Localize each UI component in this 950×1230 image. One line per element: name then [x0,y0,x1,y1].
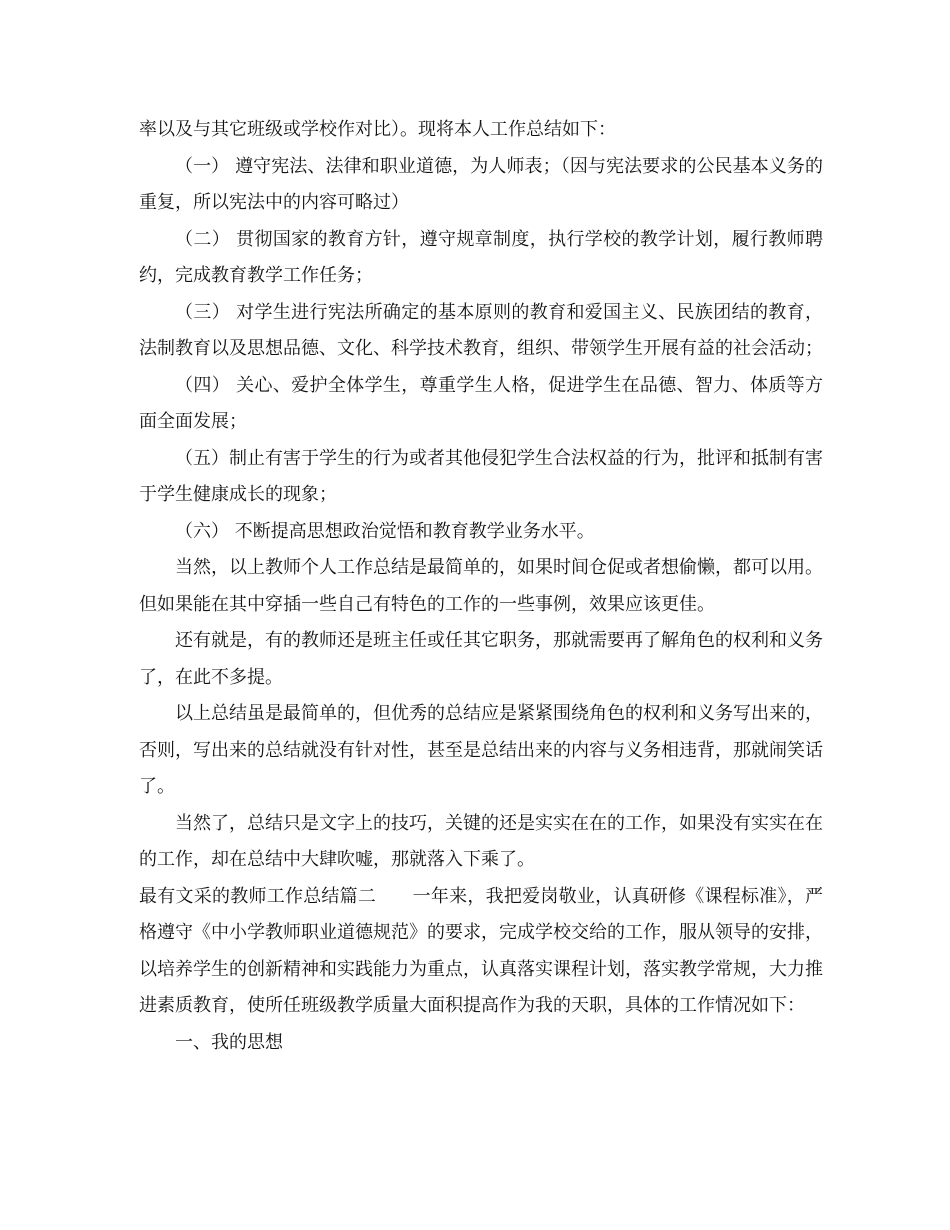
paragraph-6: （五）制止有害于学生的行为或者其他侵犯学生合法权益的行为，批评和抵制有害于学生健康成长的现象； [139,447,823,505]
subsection-heading: 一、我的思想 [175,1031,283,1053]
paragraph-8: 当然，以上教师个人工作总结是最简单的，如果时间仓促或者想偷懒，都可以用。但如果能在其中穿插一些自己有特色的工作的一些事例，效果应该更佳。 [139,557,823,615]
paragraph-2: （一） 遵守宪法、法律和职业道德，为人师表；（因与宪法要求的公民基本义务的重复，所以宪法中的内容可略过） [139,155,823,213]
paragraph-4: （三） 对学生进行宪法所确定的基本原则的教育和爱国主义、民族团结的教育，法制教育以及思想品德、文化、科学技术教育，组织、带领学生开展有益的社会活动； [139,301,823,359]
paragraph-7: （六） 不断提高思想政治觉悟和教育教学业务水平。 [175,520,595,542]
document-body [139,112,823,1061]
paragraph-10: 以上总结虽是最简单的，但优秀的总结应是紧紧围绕角色的权利和义务写出来的，否则，写出来的总结就没有针对性，甚至是总结出来的内容与义务相违背，那就闹笑话了。 [139,703,823,797]
paragraph-1: 率以及与其它班级或学校作对比）。现将本人工作总结如下： [139,119,616,140]
paragraph-3: （二） 贯彻国家的教育方针，遵守规章制度，执行学校的教学计划，履行教师聘约，完成教育教学工作任务； [139,228,823,286]
paragraph-5: （四） 关心、爱护全体学生，尊重学生人格，促进学生在品德、智力、体质等方面全面发展； [139,374,823,432]
section-heading-paragraph: 最有文采的教师工作总结篇二 一年来，我把爱岗敬业，认真研修《课程标准》，严格遵守《中小学教师职业道德规范》的要求，完成学校交给的工作，服从领导的安排，以培养学生的创新精神和实践能力为重点，认真落实课程计划，落实教学常规，大力推进素质教育，使所任班级教学质量大面积提高作为我的天职，具体的工作情况如下： [139,885,823,1016]
paragraph-11: 当然了，总结只是文字上的技巧，关键的还是实实在在的工作，如果没有实实在在的工作，却在总结中大肆吹嘘，那就落入下乘了。 [139,812,823,870]
paragraph-9: 还有就是，有的教师还是班主任或任其它职务，那就需要再了解角色的权利和义务了，在此不多提。 [139,630,823,688]
